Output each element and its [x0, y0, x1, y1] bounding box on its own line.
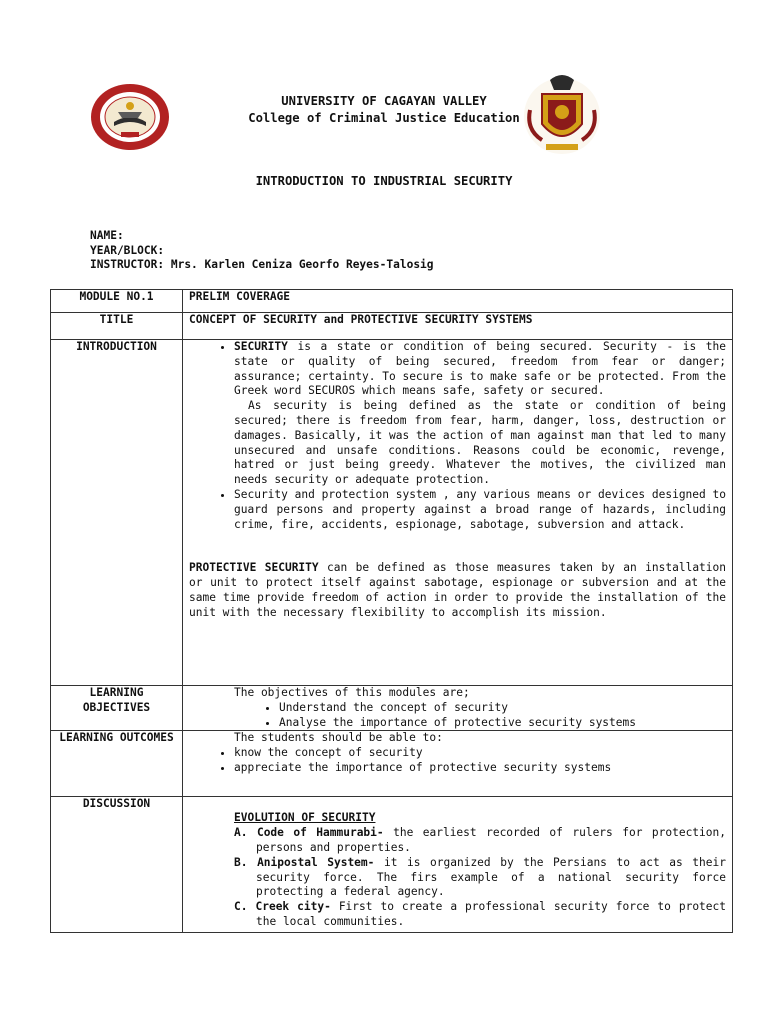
protective-term: PROTECTIVE SECURITY: [189, 561, 319, 575]
outcomes-content: [183, 731, 733, 797]
introduction-label: INTRODUCTION: [51, 340, 183, 686]
item-term: Creek city-: [255, 900, 331, 914]
objectives-list: [189, 701, 726, 731]
outcomes-intro: The students should be able to:: [234, 731, 443, 745]
discussion-content: [183, 797, 733, 933]
item-letter: A.: [234, 826, 248, 840]
title-value: CONCEPT OF SECURITY and PROTECTIVE SECURITY SYSTEMS: [183, 313, 733, 340]
document-header: [0, 93, 768, 127]
security-continuation: As security is being defined as the state or condition of being secured; there is freedom from fear, harm, danger, loss, destruction or damages. Basically, it was the action of man against man that led to many unsecured and unsafe conditions. Reasons could be economic, revenge, hatred or just being greedy. Whatever the motives, the civilized man needs security or adequate protection.: [234, 399, 726, 487]
title-label: TITLE: [51, 313, 183, 340]
objectives-intro: The objectives of this modules are;: [234, 686, 470, 699]
objectives-content: [183, 686, 733, 731]
list-item: [234, 856, 726, 900]
outcomes-list: [189, 746, 726, 776]
table-row: [51, 313, 733, 340]
student-info: [90, 229, 434, 273]
discussion-label: DISCUSSION: [51, 797, 183, 933]
list-item: [234, 826, 726, 856]
security-definition: is a state or condition of being secured. Security - is the state or quality of being secured, freedom from fear or danger; assurance; certainty. To secure is to make safe or be protected. From the Greek word SECUROS which means safe, safety or secured.: [234, 340, 726, 398]
list-item: [234, 900, 726, 930]
module-label: MODULE NO.1: [51, 290, 183, 313]
instructor-value: Mrs. Karlen Ceniza Georfo Reyes-Talosig: [170, 258, 434, 272]
module-table: [50, 289, 733, 933]
table-row: [51, 731, 733, 797]
item-term: Code of Hammurabi-: [256, 826, 384, 840]
discussion-list: [189, 826, 726, 930]
item-text: First to create a professional security force to protect the local communities.: [256, 900, 726, 928]
table-row: [51, 340, 733, 686]
outcomes-label: LEARNING OUTCOMES: [51, 731, 183, 797]
protective-definition: can be defined as those measures taken by an installation or unit to protect itself against sabotage, espionage or subversion and at the same time provide freedom of action in order to provide the installation of the unit with the necessary flexibility to accomplish its mission.: [189, 561, 727, 619]
module-value: PRELIM COVERAGE: [183, 290, 733, 313]
table-row: [51, 797, 733, 933]
objectives-label: LEARNING OBJECTIVES: [51, 686, 183, 731]
instructor-line: [90, 258, 434, 273]
introduction-list: [189, 340, 726, 532]
item-term: Anipostal System-: [257, 855, 375, 869]
protective-security-paragraph: [189, 561, 726, 620]
list-item: [234, 340, 726, 488]
introduction-content: [183, 340, 733, 686]
document-title: INTRODUCTION TO INDUSTRIAL SECURITY: [255, 174, 513, 188]
list-item: • Analyse the importance of protective security systems: [279, 716, 726, 731]
university-name: UNIVERSITY OF CAGAYAN VALLEY: [281, 94, 487, 108]
discussion-heading: EVOLUTION OF SECURITY: [234, 811, 376, 825]
item-letter: B.: [234, 855, 248, 869]
table-row: [51, 686, 733, 731]
year-block-label: YEAR/BLOCK:: [90, 243, 165, 257]
name-label: NAME:: [90, 229, 124, 242]
list-item: • Understand the concept of security: [279, 701, 726, 716]
list-item: • Security and protection system , any various means or devices designed to guard persons and property against a broad range of hazards, including crime, fire, accidents, espionage, sabotage, subversion and attack.: [234, 488, 726, 532]
security-term: SECURITY: [234, 340, 288, 353]
item-text: the earliest recorded of rulers for protection, persons and properties.: [256, 826, 726, 854]
table-row: [51, 290, 733, 313]
college-name: College of Criminal Justice Education: [248, 111, 520, 125]
item-letter: C.: [234, 900, 248, 914]
item-text: it is organized by the Persians to act as their security force. The firs example of a national security force protecting a federal agency.: [256, 855, 726, 899]
list-item: • know the concept of security: [234, 746, 726, 761]
instructor-label: INSTRUCTOR:: [90, 258, 165, 272]
list-item: • appreciate the importance of protective security systems: [234, 761, 726, 776]
